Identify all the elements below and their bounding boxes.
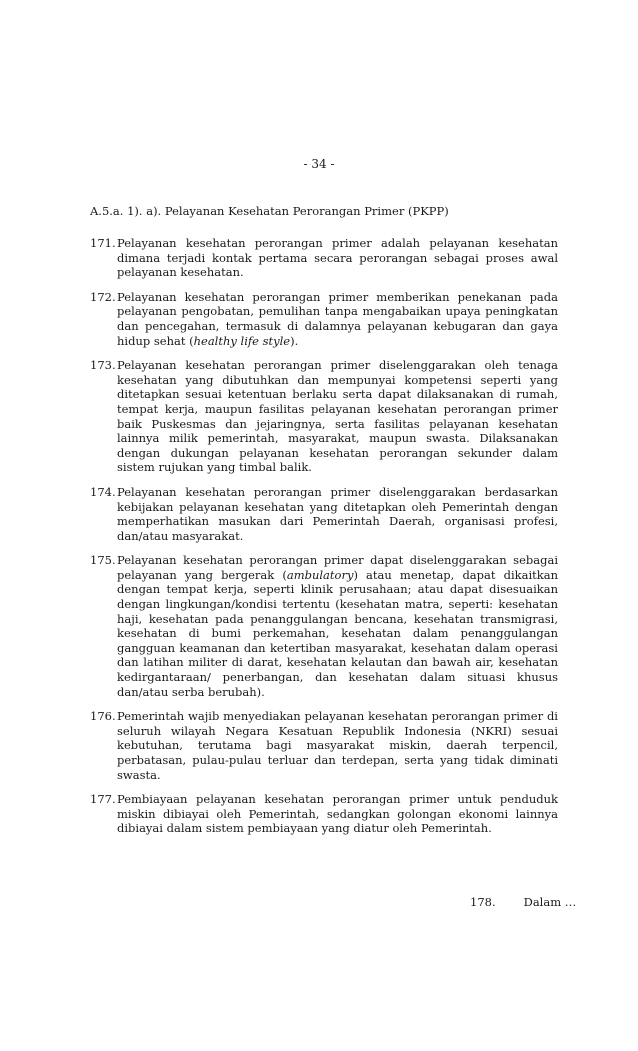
paragraph-number: 171.: [90, 236, 116, 250]
italic-term: healthy life style: [193, 333, 291, 348]
paragraph-175: [90, 553, 558, 699]
paragraph-number: 172.: [90, 289, 116, 304]
paragraph-171: [90, 236, 558, 280]
paragraph-text: Pelayanan kesehatan perorangan primer dapat diselenggarakan sebagai pelayanan yang bergerak (: [117, 553, 558, 582]
italic-term: ambulatory: [286, 567, 354, 582]
paragraph-text: Pelayanan kesehatan perorangan primer diselenggarakan berdasarkan kebijakan pelayanan kesehatan yang ditetapkan oleh Pemerintah dengan memperhatikan masukan dari Pemerintah Daerah, organisasi profesi, dan/atau masyarakat.: [117, 484, 558, 543]
paragraph-number: 173.: [90, 358, 116, 373]
paragraph-176: [90, 709, 558, 782]
paragraph-text: Pelayanan kesehatan perorangan primer adalah pelayanan kesehatan dimana terjadi kontak pertama secara perorangan sebagai proses awal pelayanan kesehatan.: [117, 236, 558, 280]
paragraph-number: 174.: [90, 484, 116, 499]
paragraph-173: [90, 358, 558, 475]
section-heading: A.5.a. 1). a). Pelayanan Kesehatan Perorangan Primer (PKPP): [90, 204, 449, 218]
paragraph-number: 177.: [90, 792, 116, 807]
paragraph-177: [90, 792, 558, 836]
numbered-paragraph-list: [90, 236, 558, 846]
next-paragraph-word: Dalam …: [523, 895, 577, 909]
paragraph-text-end: ).: [290, 333, 299, 348]
continuation-marker: [470, 895, 576, 909]
next-paragraph-number: 178.: [470, 895, 496, 909]
paragraph-text: Pembiayaan pelayanan kesehatan perorangan primer untuk penduduk miskin dibiayai oleh Pemerintah, sedangkan golongan ekonomi lainnya dibiayai dalam sistem pembiayaan yang diatur oleh Pemerintah.: [117, 792, 558, 836]
paragraph-number: 175.: [90, 553, 116, 568]
page-number: - 34 -: [303, 157, 335, 171]
paragraph-172: [90, 290, 558, 348]
paragraph-text: Pelayanan kesehatan perorangan primer memberikan penekanan pada pelayanan pengobatan, pemulihan tanpa mengabaikan upaya peningkatan dan pencegahan, termasuk di dalamnya pelayanan kebugaran dan gaya hidup sehat (: [117, 289, 558, 348]
paragraph-text: Pemerintah wajib menyediakan pelayanan kesehatan perorangan primer di seluruh wilayah Negara Kesatuan Republik Indonesia (NKRI) sesuai kebutuhan, terutama bagi masyarakat miskin, daerah terpencil, perbatasan, pulau-pulau terluar dan terdepan, serta yang tidak diminati swasta.: [117, 709, 558, 782]
paragraph-174: [90, 485, 558, 543]
paragraph-number: 176.: [90, 709, 116, 724]
paragraph-text: Pelayanan kesehatan perorangan primer diselenggarakan oleh tenaga kesehatan yang dibutuhkan dan mempunyai kompetensi seperti yang ditetapkan sesuai ketentuan berlaku serta dapat dilaksanakan di rumah, tempat kerja, maupun fasilitas pelayanan kesehatan perorangan primer baik Puskesmas dan jejaringnya, serta fasilitas pelayanan kesehatan lainnya milik pemerintah, masyarakat, maupun swasta. Dilaksanakan dengan dukungan pelayanan kesehatan perorangan sekunder dalam sistem rujukan yang timbal balik.: [117, 358, 558, 475]
paragraph-text-end: ) atau menetap, dapat dikaitkan dengan tempat kerja, seperti klinik perusahaan; atau dapat disesuaikan dengan lingkungan/kondisi tertentu (kesehatan matra, seperti: kesehatan haji, kesehatan pada penanggulangan bencana, kesehatan transmigrasi, kesehatan di bumi perkemahan, kesehatan dalam penanggulangan gangguan keamanan dan ketertiban masyarakat, kesehatan dalam operasi dan latihan militer di darat, kesehatan kelautan dan bawah air, kesehatan kedirgantaraan/ penerbangan, dan kesehatan dalam situasi khusus dan/atau serba berubah).: [117, 567, 559, 699]
